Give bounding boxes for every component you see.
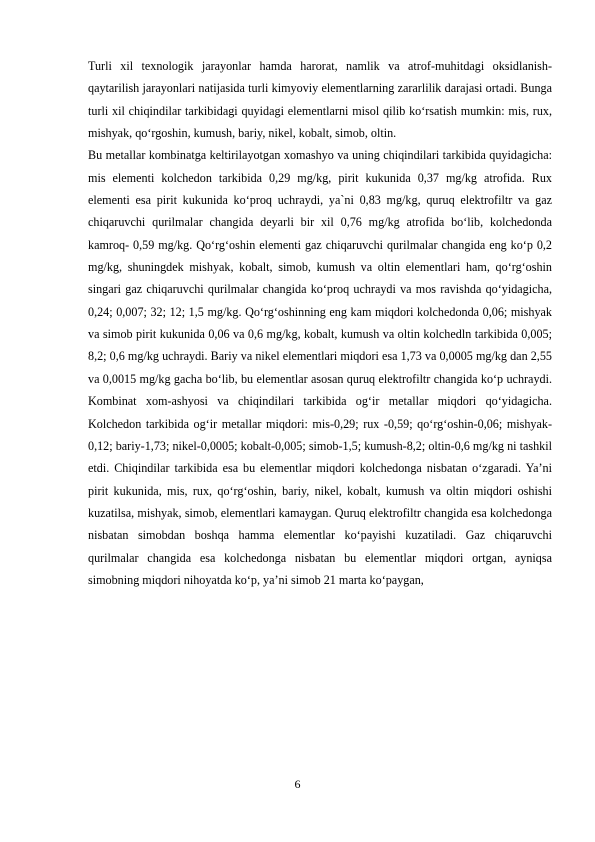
paragraph-metals: Bu metallar kombinatga keltirilayotgan xomashyo va uning chiqindilari tarkibida quyidagicha: mis elementi kolchedon tarkibida 0,29 mg/kg, pirit kukunida 0,37 mg/kg atrofida. Rux elementi esa pirit kukunida ko‘proq uchraydi, ya`ni 0,83 mg/kg, quruq elektrofiltr va gaz chiqaruvchi qurilmalar changida deyarli bir xil 0,76 mg/kg atrofida bo‘lib, kolchedonda kamroq- 0,59 mg/kg. Qo‘rg‘oshin elementi gaz chiqaruvchi qurilmalar changida eng ko‘p 0,2 mg/kg, shuningdek mishyak, kobalt, simob, kumush va oltin elementlari ham, qo‘rg‘oshin singari gaz chiqaruvchi qurilmalar changida ko‘proq uchraydi va mos ravishda qo‘yidagicha, 0,24; 0,007; 32; 12; 1,5 mg/kg. Qo‘rg‘oshinning eng kam miqdori kolchedonda 0,06; mishyak va simob pirit kukunida 0,06 va 0,6 mg/kg, kobalt, kumush va oltin kolchedln tarkibida 0,005; 8,2; 0,6 mg/kg uchraydi. Bariy va nikel elementlari miqdori esa 1,73 va 0,0005 mg/kg dan 2,55 va 0,0015 mg/kg gacha bo‘lib, bu elementlar asosan quruq elektrofiltr changida ko‘p uchraydi. Kombinat xom-ashyosi va chiqindilari tarkibida og‘ir metallar miqdori qo‘yidagicha. Kolchedon tarkibida og‘ir metallar miqdori: mis-0,29; rux -0,59; qo‘rg‘oshin-0,06; mishyak-0,12; bariy-1,73; nikel-0,0005; kobalt-0,005; simob-1,5; kumush-8,2; oltin-0,6 mg/kg ni tashkil etdi. Chiqindilar tarkibida esa bu elementlar miqdori kolchedonga nisbatan o‘zgaradi. Ya’ni pirit kukunida, mis, rux, qo‘rg‘oshin, bariy, nikel, kobalt, kumush va oltin miqdori oshishi kuzatilsa, mishyak, simob, elementlari kamaygan. Quruq elektrofiltr changida esa kolchedonga nisbatan simobdan boshqa hamma elementlar ko‘payishi kuzatiladi. Gaz chiqaruvchi qurilmalar changida esa kolchedonga nisbatan bu elementlar miqdori ortgan, ayniqsa simobning miqdori nihoyatda ko‘p, ya’ni simob 21 marta ko‘paygan,	[88, 148, 552, 587]
page-body	[88, 55, 552, 591]
paragraph-intro: Turli xil texnologik jarayonlar hamda harorat, namlik va atrof-muhitdagi oksidlanish-qaytarilish jarayonlari natijasida turli kimyoviy elementlarning zararlilik darajasi ortadi. Bunga turli xil chiqindilar tarkibidagi quyidagi elementlarni misol qilib ko‘rsatish mumkin: mis, rux, mishyak, qo‘rgoshin, kumush, bariy, nikel, kobalt, simob, oltin.	[88, 59, 552, 141]
page-number: 6	[294, 777, 301, 791]
